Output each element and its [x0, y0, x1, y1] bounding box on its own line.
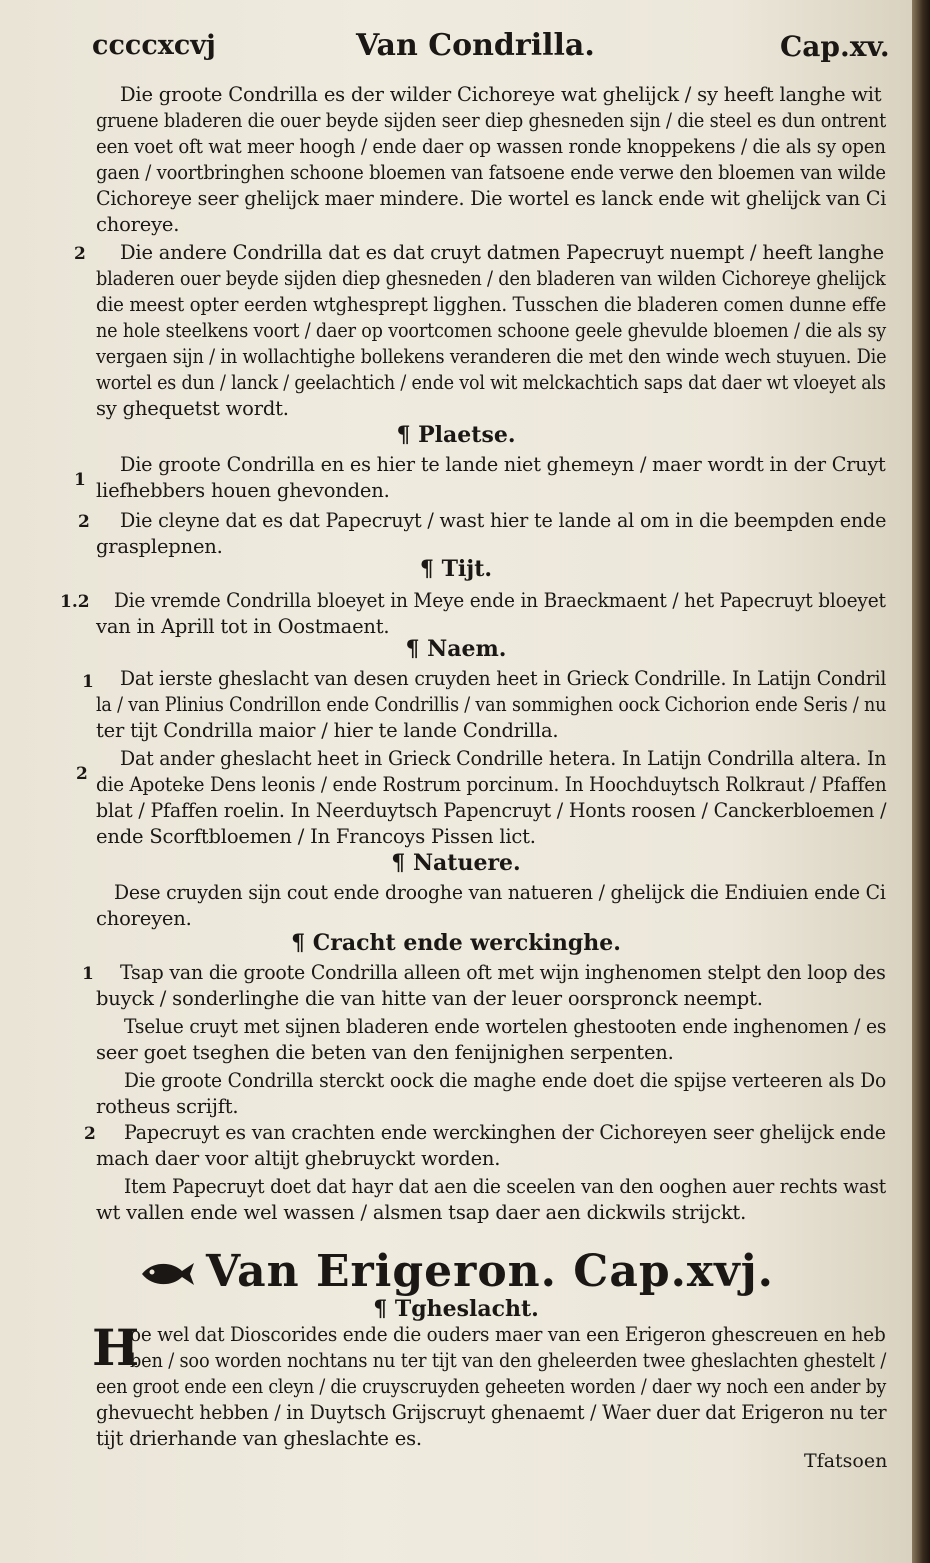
text-line: grasplepnen. [96, 535, 223, 558]
text-line: choreyen. [96, 907, 192, 930]
text-line: vergaen sijn / in wollachtighe bollekens veranderen die met den winde wech stuyuen. Die [96, 345, 887, 368]
heading-text: Tgheslacht. [394, 1296, 539, 1322]
marginal-number: 2 [84, 1124, 96, 1144]
text-line: Cichoreye seer ghelijck maer mindere. Die wortel es lanck ende wit ghelijck van Ci [96, 187, 887, 210]
section-heading-gheslacht: ¶ Tgheslacht. [373, 1296, 539, 1322]
text-line: Dat ierste gheslacht van desen cruyden heet in Grieck Condrille. In Latijn Condril [120, 667, 887, 690]
text-line: Die andere Condrilla dat es dat cruyt datmen Papecruyt nuempt / heeft langhe [120, 241, 884, 264]
text-line: choreye. [96, 213, 180, 236]
heading-text: Tijt. [441, 556, 493, 582]
text-line: blat / Pfaffen roelin. In Neerduytsch Papencruyt / Honts roosen / Canckerbloemen / [96, 799, 887, 822]
fish-ornament-icon [138, 1249, 196, 1300]
text-line: Die groote Condrilla es der wilder Cichoreye wat ghelijck / sy heeft langhe wit [120, 83, 882, 106]
text-line: Die vremde Condrilla bloeyet in Meye ende in Braeckmaent / het Papecruyt bloeyet [114, 589, 886, 612]
heading-text: Natuere. [412, 850, 521, 876]
marginal-number: 2 [76, 764, 88, 784]
heading-text: Plaetse. [418, 422, 516, 448]
section-heading-cracht: ¶ Cracht ende werckinghe. [291, 930, 621, 956]
text-line: mach daer voor altijt ghebruyckt worden. [96, 1147, 501, 1170]
text-line: ende Scorftbloemen / In Francoys Pissen lict. [96, 825, 536, 848]
text-line: bladeren ouer beyde sijden diep ghesneden / den bladeren van wilden Cichoreye ghelijck [96, 267, 886, 290]
text-line: Die groote Condrilla en es hier te lande niet ghemeyn / maer wordt in der Cruyt [120, 453, 886, 476]
marginal-number: 2 [78, 512, 90, 532]
marginal-number: 1 [82, 964, 94, 984]
section-heading-naem: ¶ Naem. [405, 636, 507, 662]
text-line: oe wel dat Dioscorides ende die ouders maer van een Erigeron ghescreuen en heb [130, 1323, 886, 1346]
catchword: Tfatsoen [804, 1450, 888, 1472]
text-line: Item Papecruyt doet dat hayr dat aen die sceelen van den ooghen auer rechts wast [124, 1175, 887, 1198]
text-line: wt vallen ende wel wassen / alsmen tsap daer aen dickwils strijckt. [96, 1201, 747, 1224]
text-line: Tsap van die groote Condrilla alleen oft met wijn inghenomen stelpt den loop des [120, 961, 886, 984]
text-line: Dese cruyden sijn cout ende drooghe van natueren / ghelijck die Endiuien ende Ci [114, 881, 886, 904]
text-line: ter tijt Condrilla maior / hier te lande Condrilla. [96, 719, 559, 742]
folio-number: ccccxcvj [92, 30, 216, 61]
text-line: gaen / voortbringhen schoone bloemen van fatsoene ende verwe den bloemen van wilde [96, 161, 886, 184]
page-header [0, 28, 912, 78]
text-line: ghevuecht hebben / in Duytsch Grijscruyt ghenaemt / Waer duer dat Erigeron nu ter [96, 1401, 887, 1424]
chapter-title-text: Van Erigeron. Cap.xvj. [206, 1246, 774, 1297]
text-line: een groot ende een cleyn / die cruyscruyden geheeten worden / daer wy noch een ander by [96, 1375, 887, 1398]
text-line: van in Aprill tot in Oostmaent. [96, 615, 390, 638]
section-heading-plaetse: ¶ Plaetse. [396, 422, 516, 448]
chapter-number: Cap.xv. [780, 30, 890, 63]
text-line: Dat ander gheslacht heet in Grieck Condrille hetera. In Latijn Condrilla altera. In [120, 747, 887, 770]
heading-text: Cracht ende werckinghe. [312, 930, 621, 956]
text-line: rotheus scrijft. [96, 1095, 239, 1118]
section-heading-tijt: ¶ Tijt. [419, 556, 493, 582]
text-line: wortel es dun / lanck / geelachtich / ende vol wit melckachtich saps dat daer wt vloeyet als [96, 371, 886, 394]
marginal-number: 1 [74, 470, 86, 490]
marginal-number: 1.2 [60, 592, 90, 612]
text-line: gruene bladeren die ouer beyde sijden seer diep ghesneden sijn / die steel es dun ontrent [96, 109, 887, 132]
text-line: een voet oft wat meer hoogh / ende daer op wassen ronde knoppekens / die als sy open [96, 135, 886, 158]
text-line: Die cleyne dat es dat Papecruyt / wast hier te lande al om in die beempden ende [120, 509, 887, 532]
text-line: Die groote Condrilla sterckt oock die maghe ende doet die spijse verteeren als Do [124, 1069, 887, 1092]
text-line: die meest opter eerden wtghesprept ligghen. Tusschen die bladeren comen dunne effe [96, 293, 887, 316]
text-line: Tselue cruyt met sijnen bladeren ende wortelen ghestooten ende inghenomen / es [124, 1015, 887, 1038]
chapter-title-erigeron [0, 1246, 912, 1300]
text-line: ne hole steelkens voort / daer op voortcomen schoone geele ghevulde bloemen / die als sy [96, 319, 887, 342]
text-line: buyck / sonderlinghe die van hitte van der leuer oorspronck neempt. [96, 987, 763, 1010]
text-line: liefhebbers houen ghevonden. [96, 479, 390, 502]
marginal-number: 1 [82, 672, 94, 692]
text-line: die Apoteke Dens leonis / ende Rostrum porcinum. In Hoochduytsch Rolkraut / Pfaffen [96, 773, 887, 796]
text-line: sy ghequetst wordt. [96, 397, 289, 420]
text-line: seer goet tseghen die beten van den fenijnighen serpenten. [96, 1041, 674, 1064]
text-line: Papecruyt es van crachten ende werckinghen der Cichoreyen seer ghelijck ende [124, 1121, 886, 1144]
drop-capital: H [92, 1318, 140, 1377]
marginal-number: 2 [74, 244, 86, 264]
heading-text: Naem. [427, 636, 507, 662]
text-line: la / van Plinius Condrillon ende Condrillis / van sommighen oock Cichorion ende Seris / nu [96, 693, 887, 716]
text-line: ben / soo worden nochtans nu ter tijt van den gheleerden twee gheslachten ghestelt / [130, 1349, 887, 1372]
book-binding-edge [912, 0, 930, 1563]
running-title: Van Condrilla. [356, 28, 595, 63]
text-line: tijt drierhande van gheslachte es. [96, 1427, 422, 1450]
section-heading-natuere: ¶ Natuere. [391, 850, 521, 876]
